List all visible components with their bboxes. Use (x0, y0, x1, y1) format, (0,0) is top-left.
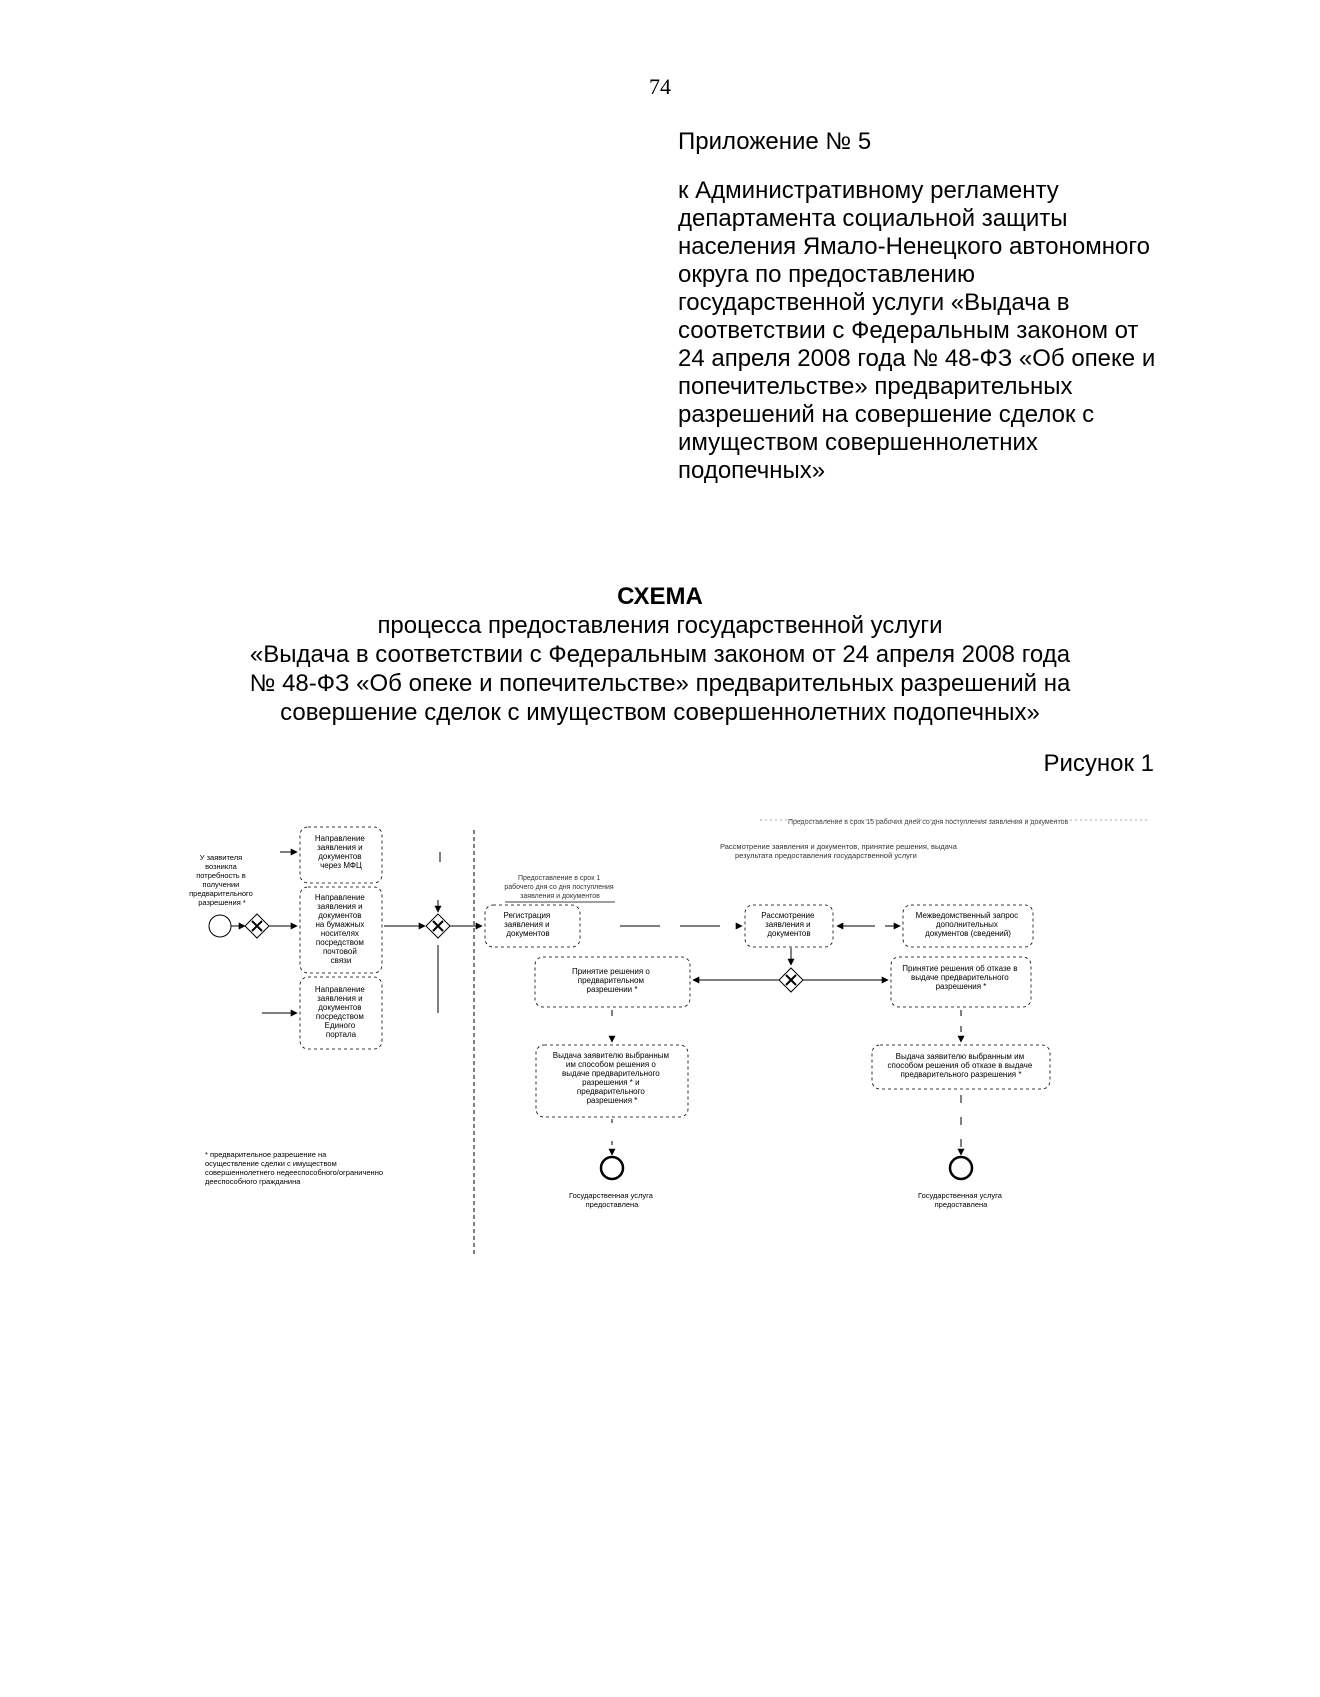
task-review-label: Рассмотрение заявления и документов (761, 911, 815, 938)
task-decision-refuse-label: Принятие решения об отказе в выдаче предварительного разрешения * (902, 964, 1018, 991)
review-note: Рассмотрение заявления и документов, принятие решения, выдача результата предоставления государственной услуги (720, 842, 957, 860)
task-registration-label: Регистрация заявления и документов (503, 911, 551, 938)
process-diagram (189, 805, 1150, 1260)
task-issue-grant-label: Выдача заявителю выбранным им способом решения о выдаче предварительного разрешения * и предварительного разрешения * (552, 1051, 670, 1105)
start-event-circle (209, 915, 231, 937)
task-decision-grant-label: Принятие решения о предварительном разрешении * (571, 967, 650, 994)
task-submit-portal-label: Направление заявления и документов посредством Единого портала (314, 985, 365, 1039)
figure-label: Рисунок 1 (1043, 750, 1154, 777)
task-issue-refuse-label: Выдача заявителю выбранным им способом решения об отказе в выдаче предварительного разрешения * (887, 1052, 1033, 1079)
end-event-left-label: Государственная услуга предоставлена (569, 1191, 653, 1209)
scheme-heading (150, 582, 1170, 727)
task-interagency-request-label: Межведомственный запрос дополнительных документов (сведений) (915, 911, 1019, 938)
diagram-footnote: * предварительное разрешение на осуществление сделки с имуществом совершеннолетнего недееспособного/ограниченно дееспособного гражданина (205, 1150, 384, 1186)
page-number: 74 (649, 74, 671, 99)
scheme-subtitle-line: процесса предоставления государственной услуги (377, 612, 943, 639)
end-event-right-label: Государственная услуга предоставлена (918, 1191, 1002, 1209)
end-event-right-circle (950, 1157, 972, 1179)
scheme-subtitle-line: № 48-ФЗ «Об опеке и попечительстве» предварительных разрешений на (249, 670, 1071, 697)
gateway-decision (779, 968, 803, 992)
registration-note: Предоставление в срок 1 рабочего дня со дня поступления заявления и документов (504, 875, 614, 900)
start-event-label: У заявителя возникла потребность в получении предварительного разрешения * (189, 853, 253, 907)
task-submit-post-label: Направление заявления и документов на бумажных носителях посредством почтовой связи (314, 893, 365, 965)
scheme-title: СХЕМА (617, 583, 703, 610)
appendix-block (678, 128, 1158, 485)
appendix-title: Приложение № 5 (678, 128, 872, 155)
top-note: Предоставление в срок 15 рабочих дней со дня поступления заявления и документов (788, 819, 1069, 826)
scheme-subtitle-line: «Выдача в соответствии с Федеральным законом от 24 апреля 2008 года (249, 641, 1071, 668)
appendix-text: к Административному регламенту департамента социальной защиты населения Ямало-Ненецкого автономного округа по предоставлению государственной услуги «Выдача в соответствии с Федеральным законом от 24 апреля 2008 года № 48-ФЗ «Об опеке и попечительстве» предварительных разрешений на совершение сделок с имуществом совершеннолетних подопечных» (678, 177, 1156, 484)
gateway-merge (426, 914, 450, 938)
gateway-split (245, 914, 269, 938)
task-submit-mfc-label: Направление заявления и документов через МФЦ (314, 834, 365, 870)
scheme-subtitle-line: совершение сделок с имуществом совершеннолетних подопечных» (280, 699, 1040, 726)
end-event-left-circle (601, 1157, 623, 1179)
